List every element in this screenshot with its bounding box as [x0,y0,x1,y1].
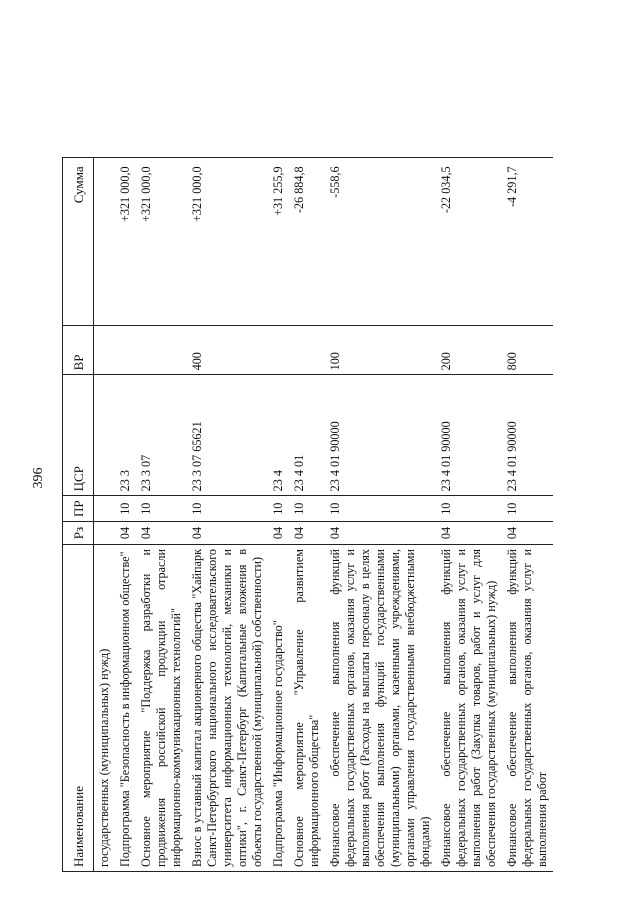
table-row [115,158,136,872]
row-sum: -558,6 [325,158,436,326]
row-sum [94,158,116,326]
row-sum: -26 884,8 [289,158,325,326]
table-header-row [63,158,94,872]
row-name: Подпрограмма "Информационное государство" [268,545,289,872]
header-vr: ВР [63,326,94,375]
row-name: Взнос в уставный капитал акционерного общества "Хайпарк Санкт-Петербургского национального исследовательского университета информационных технологий, механики и оптики", г. Санкт-Петербург (Капитальные вложения в объекты государственной (муниципальной) собственности) [187,545,268,872]
table-row [187,158,268,872]
header-sum: Сумма [63,158,94,326]
row-sum: -4 291,7 [502,158,553,326]
row-name: государственных (муниципальных) нужд) [94,545,116,872]
row-pr: 10 [115,496,136,522]
table-row [136,158,187,872]
row-pr [94,496,116,522]
row-csr: 23 4 01 90000 [502,375,553,496]
row-rz: 04 [268,522,289,545]
row-rz: 04 [115,522,136,545]
row-vr [115,326,136,375]
row-sum: +31 255,9 [268,158,289,326]
row-pr: 10 [268,496,289,522]
row-pr: 10 [289,496,325,522]
row-vr [136,326,187,375]
row-vr: 800 [502,326,553,375]
row-csr [94,375,116,496]
row-sum: +321 000,0 [187,158,268,326]
header-pr: ПР [63,496,94,522]
row-sum: -22 034,5 [436,158,502,326]
row-vr: 200 [436,326,502,375]
row-name: Основное мероприятие "Поддержка разработки и продвижения российской продукции отрасли информационно-коммуникационных технологий" [136,545,187,872]
row-sum: +321 000,0 [136,158,187,326]
row-rz: 04 [325,522,436,545]
row-rz: 04 [436,522,502,545]
row-name: Финансовое обеспечение выполнения функций федеральных государственных органов, оказания услуг и выполнения работ (Расходы на выплаты персоналу в целях обеспечения выполнения функций государственными (муниципальными) органами, казенными учреждениями, органами управления государственными внебюджетными фондами) [325,545,436,872]
row-vr: 100 [325,326,436,375]
row-pr: 10 [325,496,436,522]
table-body [94,158,554,872]
table-row [94,158,116,872]
row-pr: 10 [187,496,268,522]
table-row [268,158,289,872]
row-vr [289,326,325,375]
row-pr: 10 [436,496,502,522]
budget-table [62,157,553,872]
row-rz: 04 [502,522,553,545]
row-csr: 23 3 07 65621 [187,375,268,496]
row-csr: 23 4 01 90000 [325,375,436,496]
row-name: Финансовое обеспечение выполнения функций федеральных государственных органов, оказания услуг и выполнения работ (Закупка товаров, работ и услуг для обеспечения государственных (муниципальных) нужд) [436,545,502,872]
row-csr: 23 3 07 [136,375,187,496]
row-pr: 10 [502,496,553,522]
row-rz: 04 [136,522,187,545]
row-name: Подпрограмма "Безопасность в информационном обществе" [115,545,136,872]
table-row [325,158,436,872]
row-csr: 23 3 [115,375,136,496]
row-vr: 400 [187,326,268,375]
row-rz: 04 [289,522,325,545]
row-vr [94,326,116,375]
row-name: Основное мероприятие "Управление развитием информационного общества" [289,545,325,872]
row-csr: 23 4 01 90000 [436,375,502,496]
row-pr: 10 [136,496,187,522]
table-row [436,158,502,872]
row-vr [268,326,289,375]
row-name: Финансовое обеспечение выполнения функций федеральных государственных органов, оказания услуг и выполнения работ [502,545,553,872]
row-rz: 04 [187,522,268,545]
table-row [502,158,553,872]
page-number: 396 [31,467,46,489]
table-row [289,158,325,872]
header-csr: ЦСР [63,375,94,496]
header-rz: Рз [63,522,94,545]
header-name: Наименование [63,545,94,872]
row-sum: +321 000,0 [115,158,136,326]
row-rz [94,522,116,545]
row-csr: 23 4 01 [289,375,325,496]
row-csr: 23 4 [268,375,289,496]
